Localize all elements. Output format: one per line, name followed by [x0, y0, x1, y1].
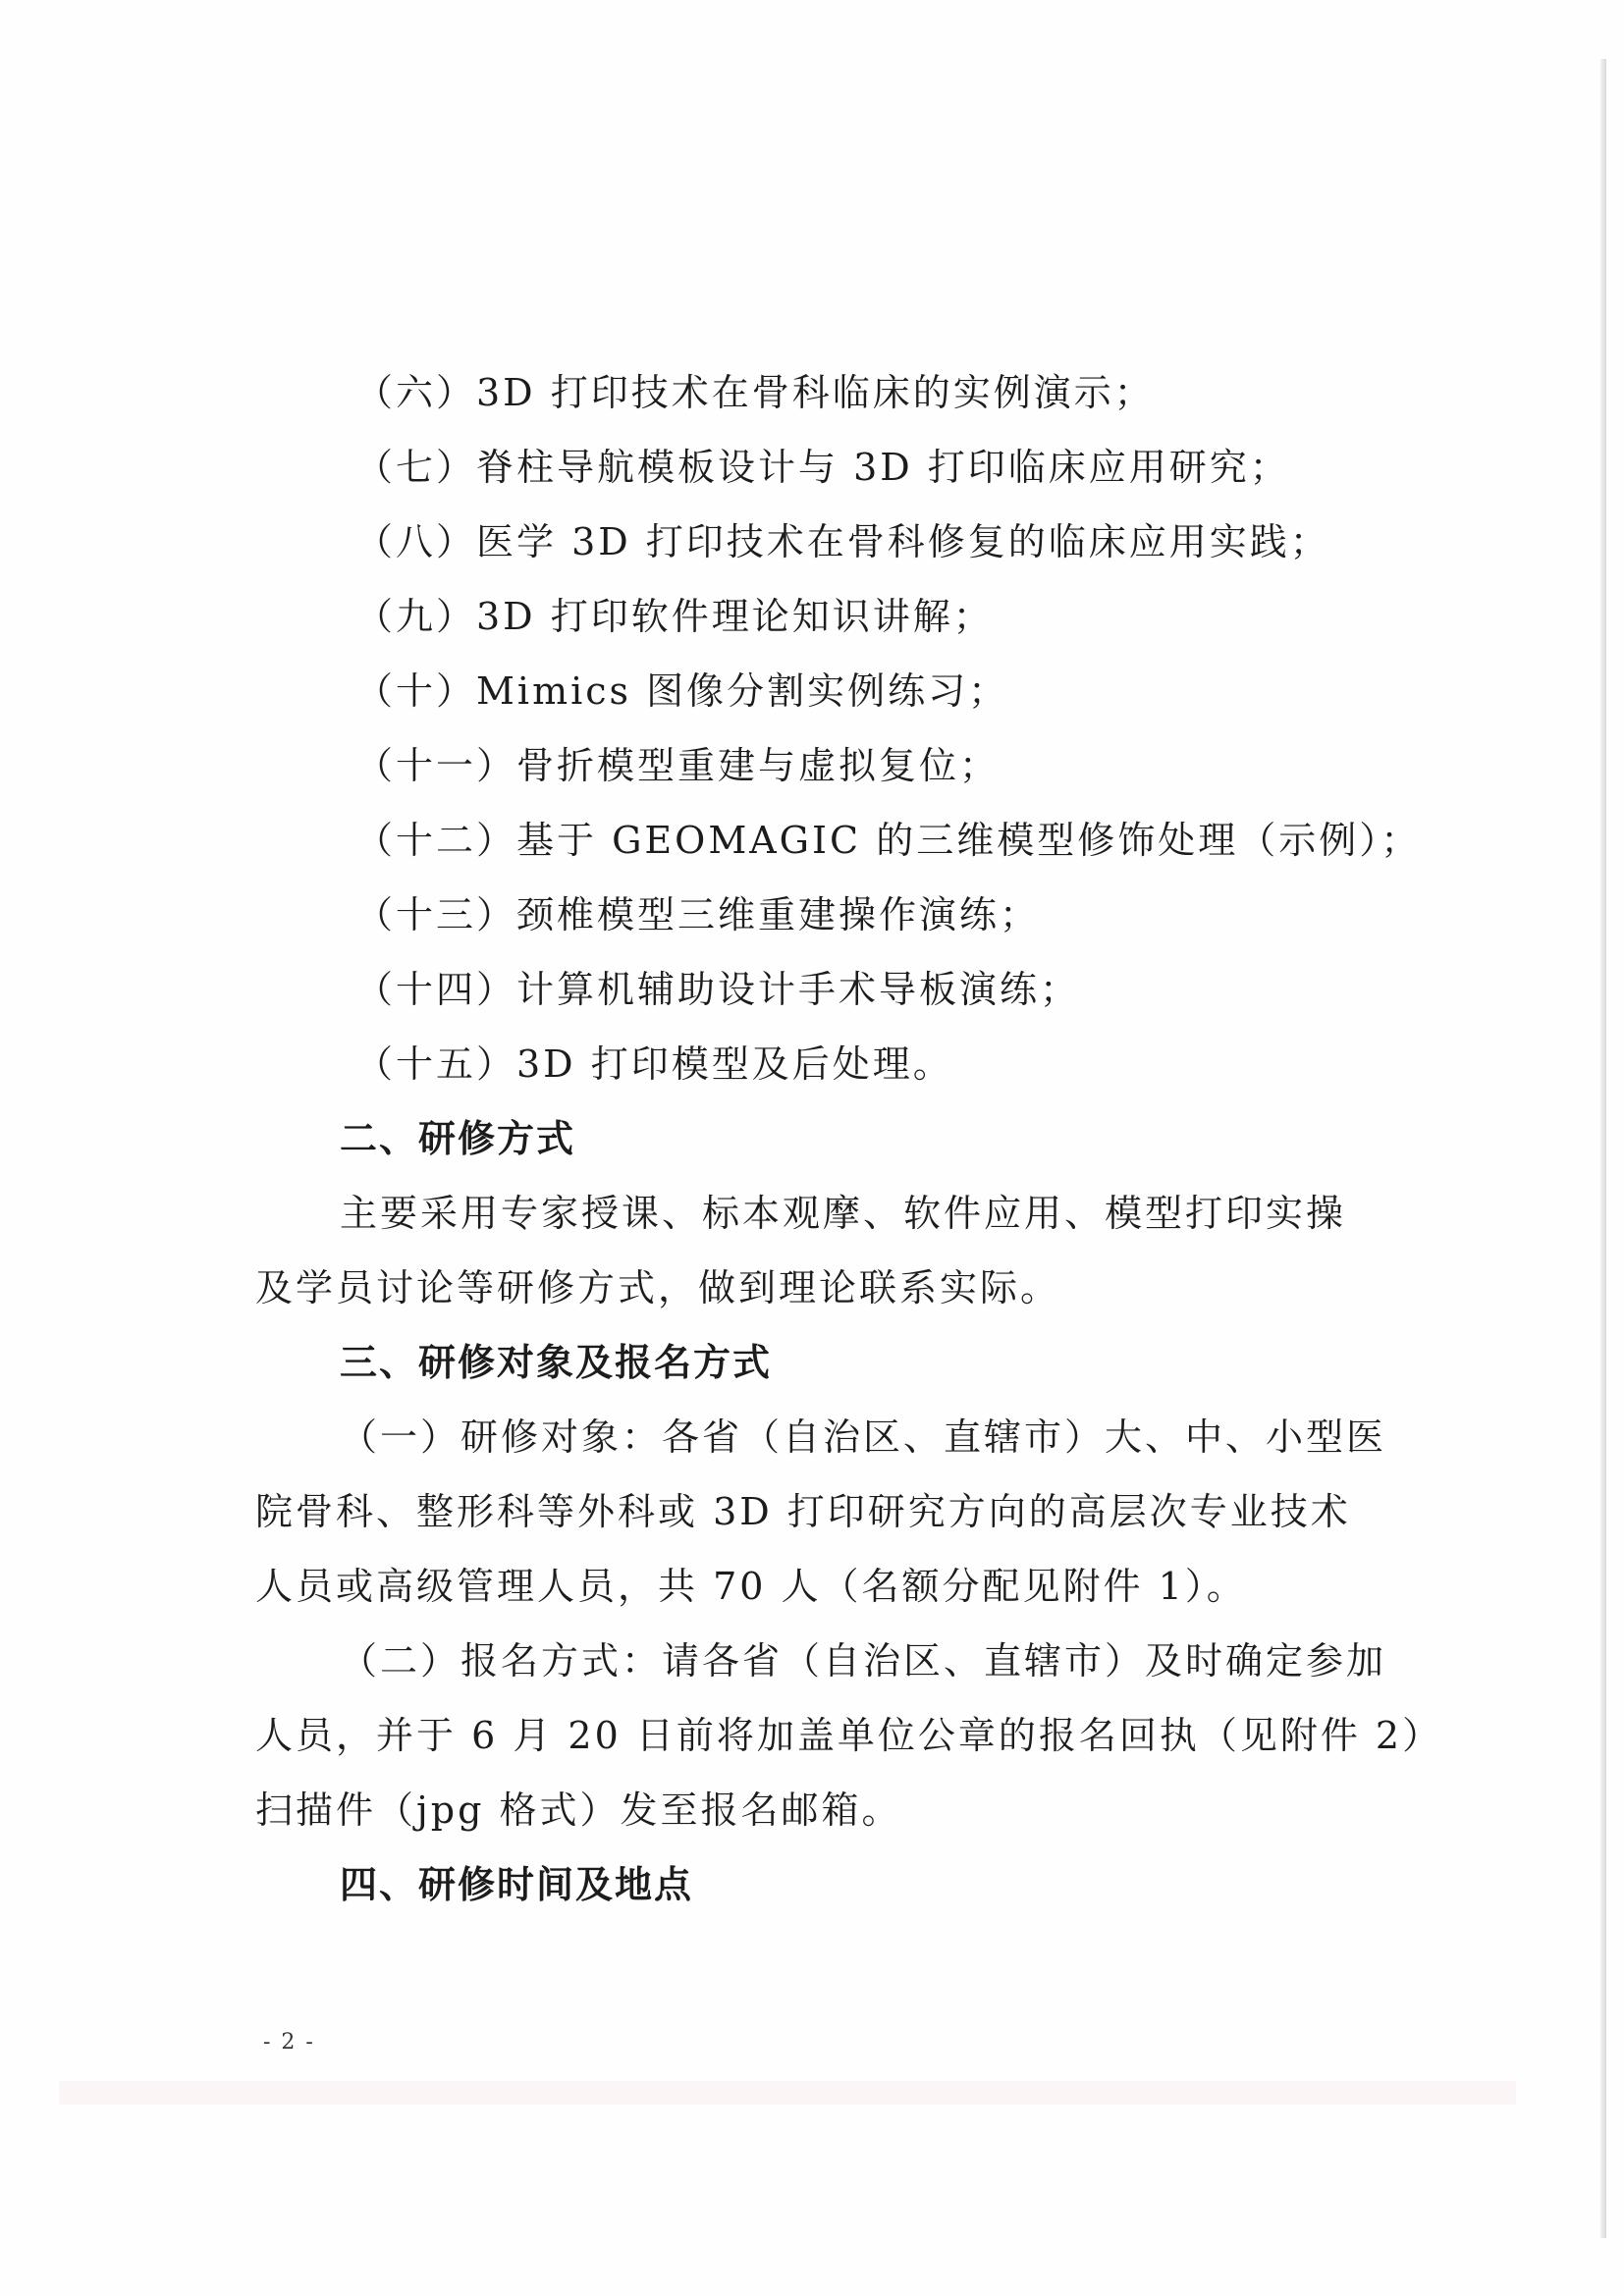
paragraph-registration-line-1: （二）报名方式：请各省（自治区、直辖市）及时确定参加 — [340, 1639, 1387, 1682]
list-item-8: （八）医学 3D 打印技术在骨科修复的临床应用实践； — [355, 520, 1330, 563]
paragraph-study-method-line-1: 主要采用专家授课、标本观摩、软件应用、模型打印实操 — [340, 1192, 1347, 1235]
list-item-14: （十四）计算机辅助设计手术导板演练； — [355, 968, 1081, 1011]
page-edge-shadow — [1600, 59, 1606, 2238]
section-heading-time-location: 四、研修时间及地点 — [340, 1863, 694, 1906]
list-item-7: （七）脊柱导航模板设计与 3D 打印临床应用研究； — [355, 446, 1290, 489]
section-heading-participants: 三、研修对象及报名方式 — [340, 1341, 773, 1384]
list-item-11: （十一）骨折模型重建与虚拟复位； — [355, 744, 1001, 787]
list-item-9: （九）3D 打印软件理论知识讲解； — [355, 595, 994, 638]
list-item-12: （十二）基于 GEOMAGIC 的三维模型修饰处理（示例）； — [355, 819, 1422, 862]
page-number: - 2 - — [263, 2030, 315, 2055]
paragraph-participants-line-3: 人员或高级管理人员，共 70 人（名额分配见附件 1）。 — [255, 1565, 1247, 1608]
paragraph-study-method-line-2: 及学员讨论等研修方式，做到理论联系实际。 — [255, 1266, 1061, 1309]
paragraph-registration-line-3: 扫描件（jpg 格式）发至报名邮箱。 — [255, 1789, 902, 1832]
list-item-15: （十五）3D 打印模型及后处理。 — [355, 1042, 953, 1086]
paragraph-participants-line-1: （一）研修对象：各省（自治区、直辖市）大、中、小型医 — [340, 1415, 1387, 1459]
document-body — [255, 355, 1443, 1922]
list-item-10: （十）Mimics 图像分割实例练习； — [355, 669, 1009, 713]
list-item-6: （六）3D 打印技术在骨科临床的实例演示； — [355, 371, 1155, 414]
bleed-through-band — [59, 2081, 1516, 2105]
section-heading-study-method: 二、研修方式 — [340, 1117, 576, 1160]
paragraph-registration-line-2: 人员，并于 6 月 20 日前将加盖单位公章的报名回执（见附件 2） — [255, 1714, 1443, 1757]
paragraph-participants-line-2: 院骨科、整形科等外科或 3D 打印研究方向的高层次专业技术 — [255, 1490, 1351, 1533]
list-item-13: （十三）颈椎模型三维重建操作演练； — [355, 893, 1041, 936]
